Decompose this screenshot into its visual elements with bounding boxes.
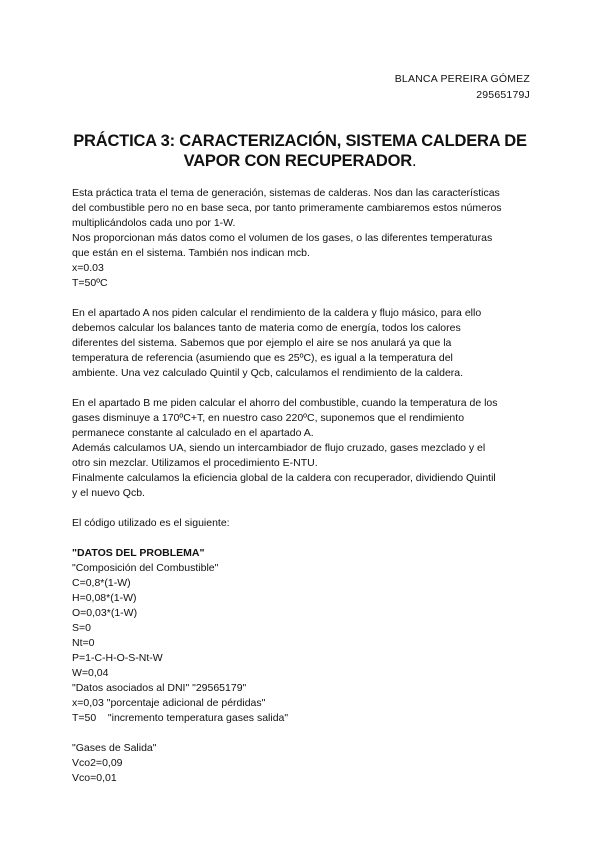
text-line: diferentes del sistema. Sabemos que por ejemplo el aire se nos anulará ya que la [72,337,452,349]
text-line: otro sin mezclar. Utilizamos el procedimiento E-NTU. [72,457,318,469]
author-id: 29565179J [476,89,530,101]
code-line: "Datos asociados al DNI" "29565179" [72,682,247,694]
document-body [72,186,534,786]
text-line: gases disminuye a 170ºC+T, en nuestro caso 220ºC, suponemos que el rendimiento [72,412,465,424]
code-heading: "DATOS DEL PROBLEMA" [72,547,205,559]
text-line: ambiente. Una vez calculado Quintil y Qcb, calculamos el rendimiento de la caldera. [72,367,464,379]
part-a-paragraph [72,306,534,381]
code-line: C=0,8*(1-W) [72,577,131,589]
author-block [395,71,530,103]
code-line: "Gases de Salida" [72,742,157,754]
code-intro: El código utilizado es el siguiente: [72,517,230,529]
intro-paragraph [72,186,534,291]
code-line: Vco2=0,09 [72,757,123,769]
title-line-1: PRÁCTICA 3: CARACTERIZACIÓN, SISTEMA CALDERA DE [73,132,527,150]
code-line: W=0,04 [72,667,109,679]
text-line: debemos calcular los balances tanto de materia como de energía, todos los calores [72,322,461,334]
text-line: que están en el sistema. También nos indican mcb. [72,247,310,259]
code-line: S=0 [72,622,91,634]
text-line: Esta práctica trata el tema de generación, sistemas de calderas. Nos dan las características [72,187,500,199]
code-line: Nt=0 [72,637,95,649]
text-line: T=50ºC [72,277,108,289]
author-name: BLANCA PEREIRA GÓMEZ [394,73,530,85]
text-line: x=0.03 [72,262,104,274]
document-title [70,131,530,171]
code-line: Vco=0,01 [72,772,117,784]
code-line: "Composición del Combustible" [72,562,219,574]
code-line: x=0,03 "porcentaje adicional de pérdidas" [72,697,266,709]
text-line: Nos proporcionan más datos como el volumen de los gases, o las diferentes temperaturas [72,232,493,244]
text-line: En el apartado A nos piden calcular el rendimiento de la caldera y flujo másico, para ello [72,307,482,319]
text-line: y el nuevo Qcb. [72,487,145,499]
code-listing [72,546,534,786]
title-line-2 [70,151,530,171]
title-line-2-text: VAPOR CON RECUPERADOR [183,152,412,170]
text-line: del combustible pero no en base seca, por tanto primeramente cambiaremos estos números [72,202,502,214]
text-line: multiplicándolos cada uno por 1-W. [72,217,236,229]
text-line: permanece constante al calculado en el apartado A. [72,427,314,439]
part-b-paragraph [72,396,534,501]
text-line: En el apartado B me piden calcular el ahorro del combustible, cuando la temperatura de los [72,397,498,409]
code-line: T=50 "incremento temperatura gases salida" [72,712,289,724]
title-period: . [411,152,417,170]
code-line: O=0,03*(1-W) [72,607,138,619]
text-line: Finalmente calculamos la eficiencia global de la caldera con recuperador, dividiendo Quintil [72,472,496,484]
text-line: Además calculamos UA, siendo un intercambiador de flujo cruzado, gases mezclado y el [72,442,486,454]
text-line: temperatura de referencia (asumiendo que es 25ºC), es igual a la temperatura del [72,352,453,364]
code-line: H=0,08*(1-W) [72,592,137,604]
code-line: P=1-C-H-O-S-Nt-W [72,652,163,664]
